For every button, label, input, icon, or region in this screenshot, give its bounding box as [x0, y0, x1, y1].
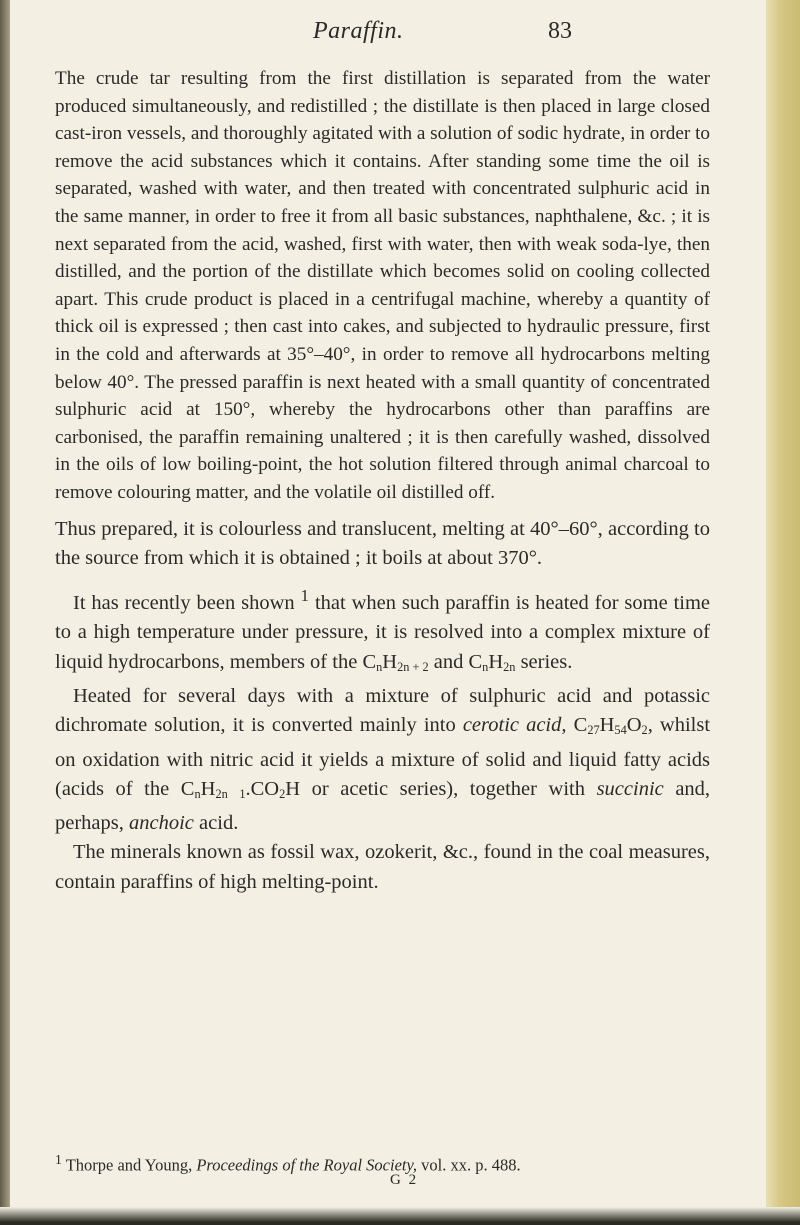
footnote-marker: 1: [55, 1152, 62, 1167]
term-succinic: succinic: [596, 777, 664, 800]
formula: $C_nH_{2n}$: [468, 650, 516, 674]
signature-mark: G 2: [390, 1172, 419, 1188]
formula: $C_{27}H_{54}O_2$: [573, 714, 648, 738]
paragraph-distillation: The crude tar resulting from the first distillation is separated from the water produced simultaneously, and redistilled ; the distillate is then placed in large closed cast-iron vessels, and thoroughly agitated with a solution of sodic hydrate, in order to remove the acid substances which it contains. After standing some time the oil is separated, washed with water, and then treated with concentrated sulphuric acid in the same manner, in order to free it from all basic substances, naphthalene, &c. ; it is next separated from the acid, washed, first with water, then with weak soda-lye, then distilled, and the portion of the distillate which becomes solid on cooling collected apart. This crude product is placed in a centrifugal machine, whereby a quantity of thick oil is expressed ; then cast into cakes, and subjected to hydraulic pressure, first in the cold and afterwards at 35°–40°, in order to remove all hydrocarbons melting below 40°. The pressed paraffin is next heated with a small quantity of concentrated sulphuric acid at 150°, whereby the hydrocarbons other than paraffins are carbonised, the paraffin remaining unaltered ; it is then carefully washed, dissolved in the oils of low boiling-point, the hot solution filtered through animal charcoal to remove colouring matter, and the volatile oil distilled off.: [55, 68, 710, 503]
paragraph-pressure-heating: It has recently been shown $^1$ that when such paraffin is heated for some time to a high temperature under pressure, it is resolved into a complex mixture of liquid hydrocarbons, members of the $C_nH_{2n + 2}$ and $C_nH_{2n}$ series.: [55, 586, 711, 674]
paragraph-oxidation: Heated for several days with a mixture of sulphuric acid and potassic dichromate solution, it is converted mainly into cerotic acid, $C_{27}H_{54}O_2$, whilst on oxidation with nitric acid it yields a mixture of solid and liquid fatty acids (acids of the $C_nH_{2n}$ $_1.CO_2H$ or acetic series), together with succinic and, perhaps, anchoic acid.: [55, 684, 711, 835]
page-header: [0, 12, 800, 52]
body-text: [55, 65, 710, 897]
paragraph-minerals: The minerals known as fossil wax, ozokerit, &c., found in the coal measures, contain paraffins of high melting-point.: [55, 841, 710, 893]
page-binding-shadow: [0, 0, 10, 1225]
formula: $C_nH_{2n}$ $_1.CO_2H$: [180, 777, 301, 801]
footnote-citation: vol. xx. p. 488.: [421, 1155, 521, 1175]
term-anchoic: anchoic: [129, 812, 194, 835]
term-cerotic-acid: cerotic acid,: [462, 714, 567, 737]
running-title: Paraffin.: [313, 18, 404, 44]
footnote-authors: Thorpe and Young,: [65, 1155, 193, 1175]
paragraph-properties: Thus prepared, it is colourless and translucent, melting at 40°–60°, according to the source from which it is obtained ; it boils at about 370°.: [55, 517, 710, 569]
page-bottom-shadow: [0, 1207, 800, 1225]
page-edge: [766, 0, 800, 1225]
footnote-journal: Proceedings of the Royal Society,: [196, 1155, 418, 1175]
page-number: 83: [548, 18, 572, 44]
footnote: [55, 1149, 715, 1177]
formula: $C_nH_{2n + 2}$: [362, 650, 429, 674]
footnote-reference: 1: [300, 586, 310, 606]
